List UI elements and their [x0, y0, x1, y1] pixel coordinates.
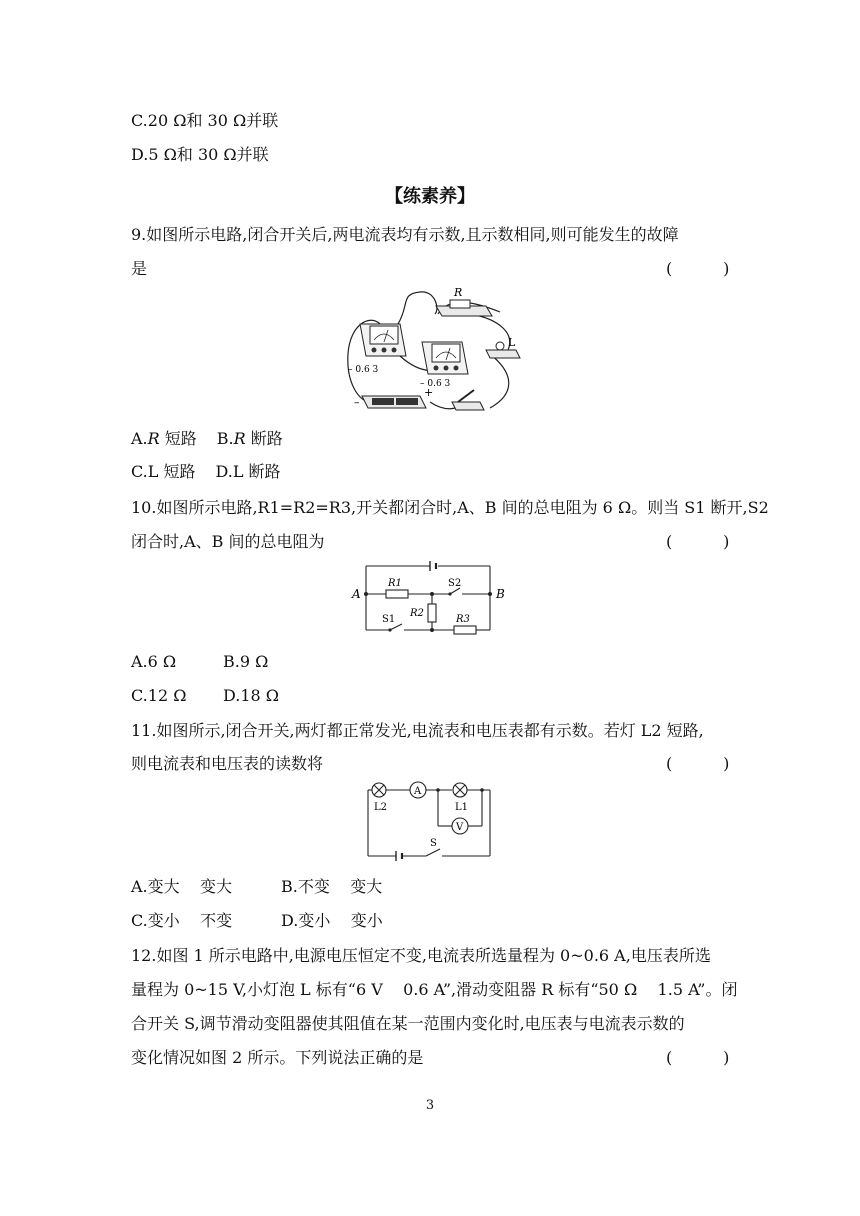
resistor-icon: [450, 300, 470, 308]
label-a: A: [352, 587, 361, 601]
q9-answer-paren: ( ): [666, 259, 730, 278]
q10-stem-line2: 闭合时,A、B 间的总电阻为: [131, 532, 325, 551]
q11-options-row2: [131, 910, 383, 932]
meter-scale-right: – 0.6 3: [420, 379, 451, 389]
q9-circuit-figure: [340, 284, 530, 420]
q10-option-a: A.6 Ω: [131, 652, 177, 671]
section-heading: 【练素养】: [385, 186, 475, 207]
label-r: R: [454, 286, 463, 299]
q9-stem-line2: 是: [131, 259, 148, 278]
q10-circuit-figure: [350, 560, 520, 638]
label-voltmeter: V: [456, 822, 464, 833]
q10-option-b: B.9 Ω: [223, 652, 269, 671]
q11-stem-line1: 11.如图所示,闭合开关,两灯都正常发光,电流表和电压表都有示数。若灯 L2 短路,: [131, 721, 704, 740]
q12-stem-line2: 量程为 0~15 V,小灯泡 L 标有“6 V 0.6 A”,滑动变阻器 R 标有“50 Ω 1.5 A”。闭: [131, 980, 738, 999]
q11-circuit-figure: [362, 780, 496, 862]
label-r1: R1: [388, 578, 402, 589]
option-d-prev: D.5 Ω和 30 Ω并联: [131, 145, 269, 164]
q10-answer-paren: ( ): [666, 532, 730, 551]
resistor-r3-icon: [454, 626, 476, 634]
battery-icon: [372, 398, 394, 405]
meter-scale-left: – 0.6 3: [348, 365, 379, 375]
q11-answer-paren: ( ): [666, 754, 730, 773]
label-l2: L2: [374, 802, 388, 813]
q9-option-d: D.L 断路: [215, 462, 281, 481]
q12-stem-line3: 合开关 S,调节滑动变阻器使其阻值在某一范围内变化时,电压表与电流表示数的: [131, 1014, 685, 1033]
battery-plus: +: [424, 386, 434, 399]
resistor-r1-icon: [386, 590, 408, 598]
option-c-prev: C.20 Ω和 30 Ω并联: [131, 111, 279, 130]
q11-option-b: B.不变 变大: [281, 877, 383, 896]
q10-options-row2: [131, 685, 279, 707]
q9-option-a: A.R 短路: [131, 429, 197, 448]
label-s1: S1: [382, 614, 396, 625]
label-l1: L1: [455, 802, 469, 813]
q9-option-b: B.R 断路: [216, 429, 283, 448]
label-ammeter: A: [414, 786, 422, 797]
q9-stem-line1: 9.如图所示电路,闭合开关后,两电流表均有示数,且示数相同,则可能发生的故障: [131, 225, 679, 244]
label-r3: R3: [456, 614, 470, 625]
q10-stem-line1: 10.如图所示电路,R1=R2=R3,开关都闭合时,A、B 间的总电阻为 6 Ω。则当 S1 断开,S2: [131, 498, 769, 517]
q10-option-c: C.12 Ω: [131, 686, 187, 705]
switch-icon: [458, 390, 474, 402]
q11-options-row1: [131, 876, 382, 898]
q9-options-row1: [131, 428, 283, 450]
label-s2: S2: [448, 578, 462, 589]
q9-options-row2: [131, 461, 281, 483]
q11-option-c: C.变小 不变: [131, 911, 233, 930]
label-l: L: [508, 336, 516, 349]
q12-stem-line1: 12.如图 1 所示电路中,电源电压恒定不变,电流表所选量程为 0~0.6 A,电压表所选: [131, 946, 711, 965]
q12-stem-line4: 变化情况如图 2 所示。下列说法正确的是: [131, 1048, 424, 1067]
label-s: S: [430, 838, 437, 849]
label-b: B: [496, 587, 505, 601]
page-number: 3: [425, 1098, 435, 1113]
q12-answer-paren: ( ): [666, 1048, 730, 1067]
q11-option-d: D.变小 变小: [281, 911, 383, 930]
q10-option-d: D.18 Ω: [223, 686, 280, 705]
label-r2: R2: [410, 608, 424, 619]
resistor-r2-icon: [428, 604, 436, 622]
q11-stem-line2: 则电流表和电压表的读数将: [131, 754, 324, 773]
q9-option-c: C.L 短路: [131, 462, 196, 481]
battery-minus: –: [354, 396, 360, 409]
q11-option-a: A.变大 变大: [131, 877, 232, 896]
lamp-icon: [496, 342, 504, 350]
q10-options-row1: [131, 651, 268, 673]
switch-s-icon: [426, 849, 440, 856]
